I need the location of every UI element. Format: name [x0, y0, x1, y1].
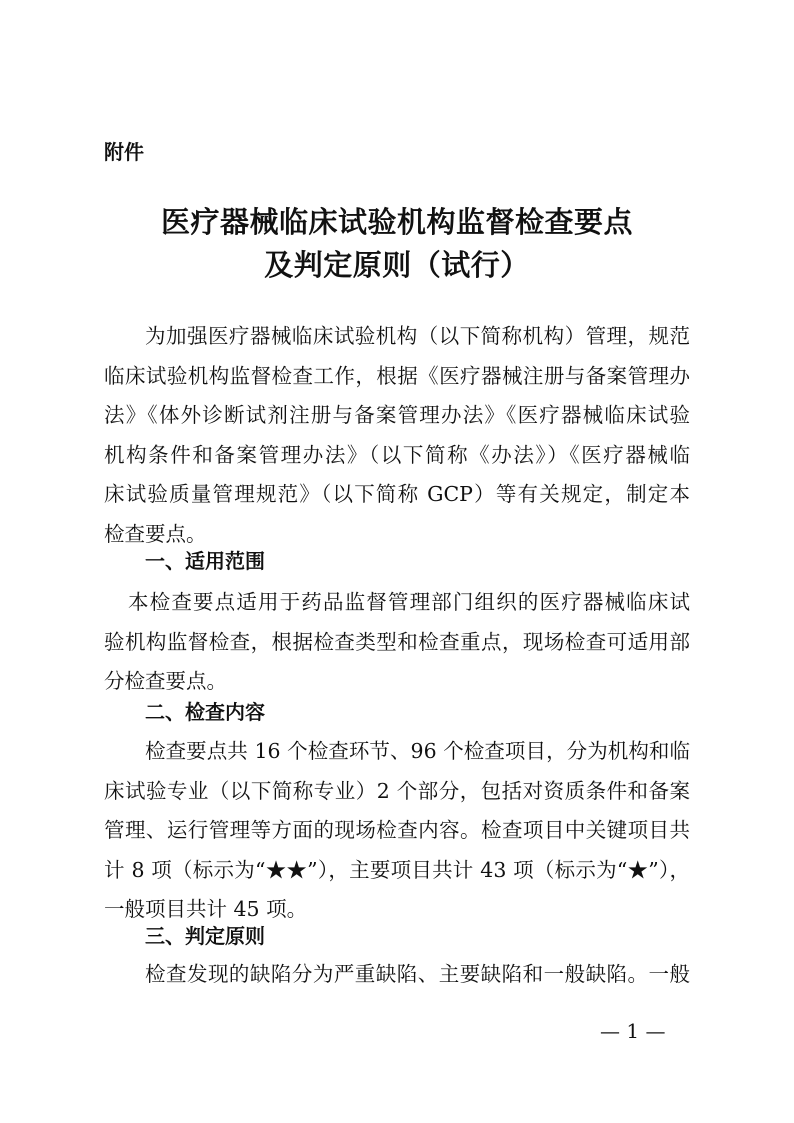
- document-title-line-1: 医疗器械临床试验机构监督检查要点: [160, 205, 633, 239]
- principles-line-1: 检查发现的缺陷分为严重缺陷、主要缺陷和一般缺陷。一般: [145, 962, 690, 986]
- intro-line-1: 为加强医疗器械临床试验机构（以下简称机构）管理，规范: [145, 324, 690, 348]
- document-title-line-2: 及判定原则（试行）: [264, 248, 530, 282]
- intro-line-4: 机构条件和备案管理办法》（以下简称《办法》）《医疗器械临: [104, 442, 690, 467]
- scope-line-2: 验机构监督检查，根据检查类型和检查重点，现场检查可适用部: [104, 629, 690, 654]
- intro-line-3: 法》《体外诊断试剂注册与备案管理办法》《医疗器械临床试验: [104, 403, 690, 428]
- intro-line-2: 临床试验机构监督检查工作，根据《医疗器械注册与备案管理办: [104, 363, 690, 388]
- section-principles-paragraph: [104, 955, 690, 995]
- scope-line-1: 本检查要点适用于药品监督管理部门组织的医疗器械临床试: [128, 590, 690, 614]
- intro-paragraph: [104, 317, 690, 555]
- section-scope-paragraph: [104, 583, 690, 702]
- section-heading-content: 二、检查内容: [145, 700, 265, 724]
- content-line-5: 一般项目共计 45 项。: [104, 897, 308, 922]
- section-heading-scope: 一、适用范围: [145, 549, 265, 573]
- scope-line-3: 分检查要点。: [104, 669, 227, 694]
- attachment-label: 附件: [104, 140, 144, 164]
- intro-line-6: 检查要点。: [104, 521, 207, 546]
- content-line-2: 床试验专业（以下简称专业）2 个部分，包括对资质条件和备案: [104, 778, 690, 803]
- content-line-1: 检查要点共 16 个检查环节、96 个检查项目，分为机构和临: [145, 739, 690, 763]
- content-line-4: 计 8 项（标示为“★★”），主要项目共计 43 项（标示为“★”），: [104, 857, 690, 882]
- page-number: — 1 —: [600, 1019, 666, 1043]
- intro-line-5: 床试验质量管理规范》（以下简称 GCP）等有关规定，制定本: [104, 482, 690, 507]
- section-heading-principles: 三、判定原则: [145, 924, 265, 948]
- section-content-paragraph: [104, 732, 690, 930]
- content-line-3: 管理、运行管理等方面的现场检查内容。检查项目中关键项目共: [104, 818, 690, 843]
